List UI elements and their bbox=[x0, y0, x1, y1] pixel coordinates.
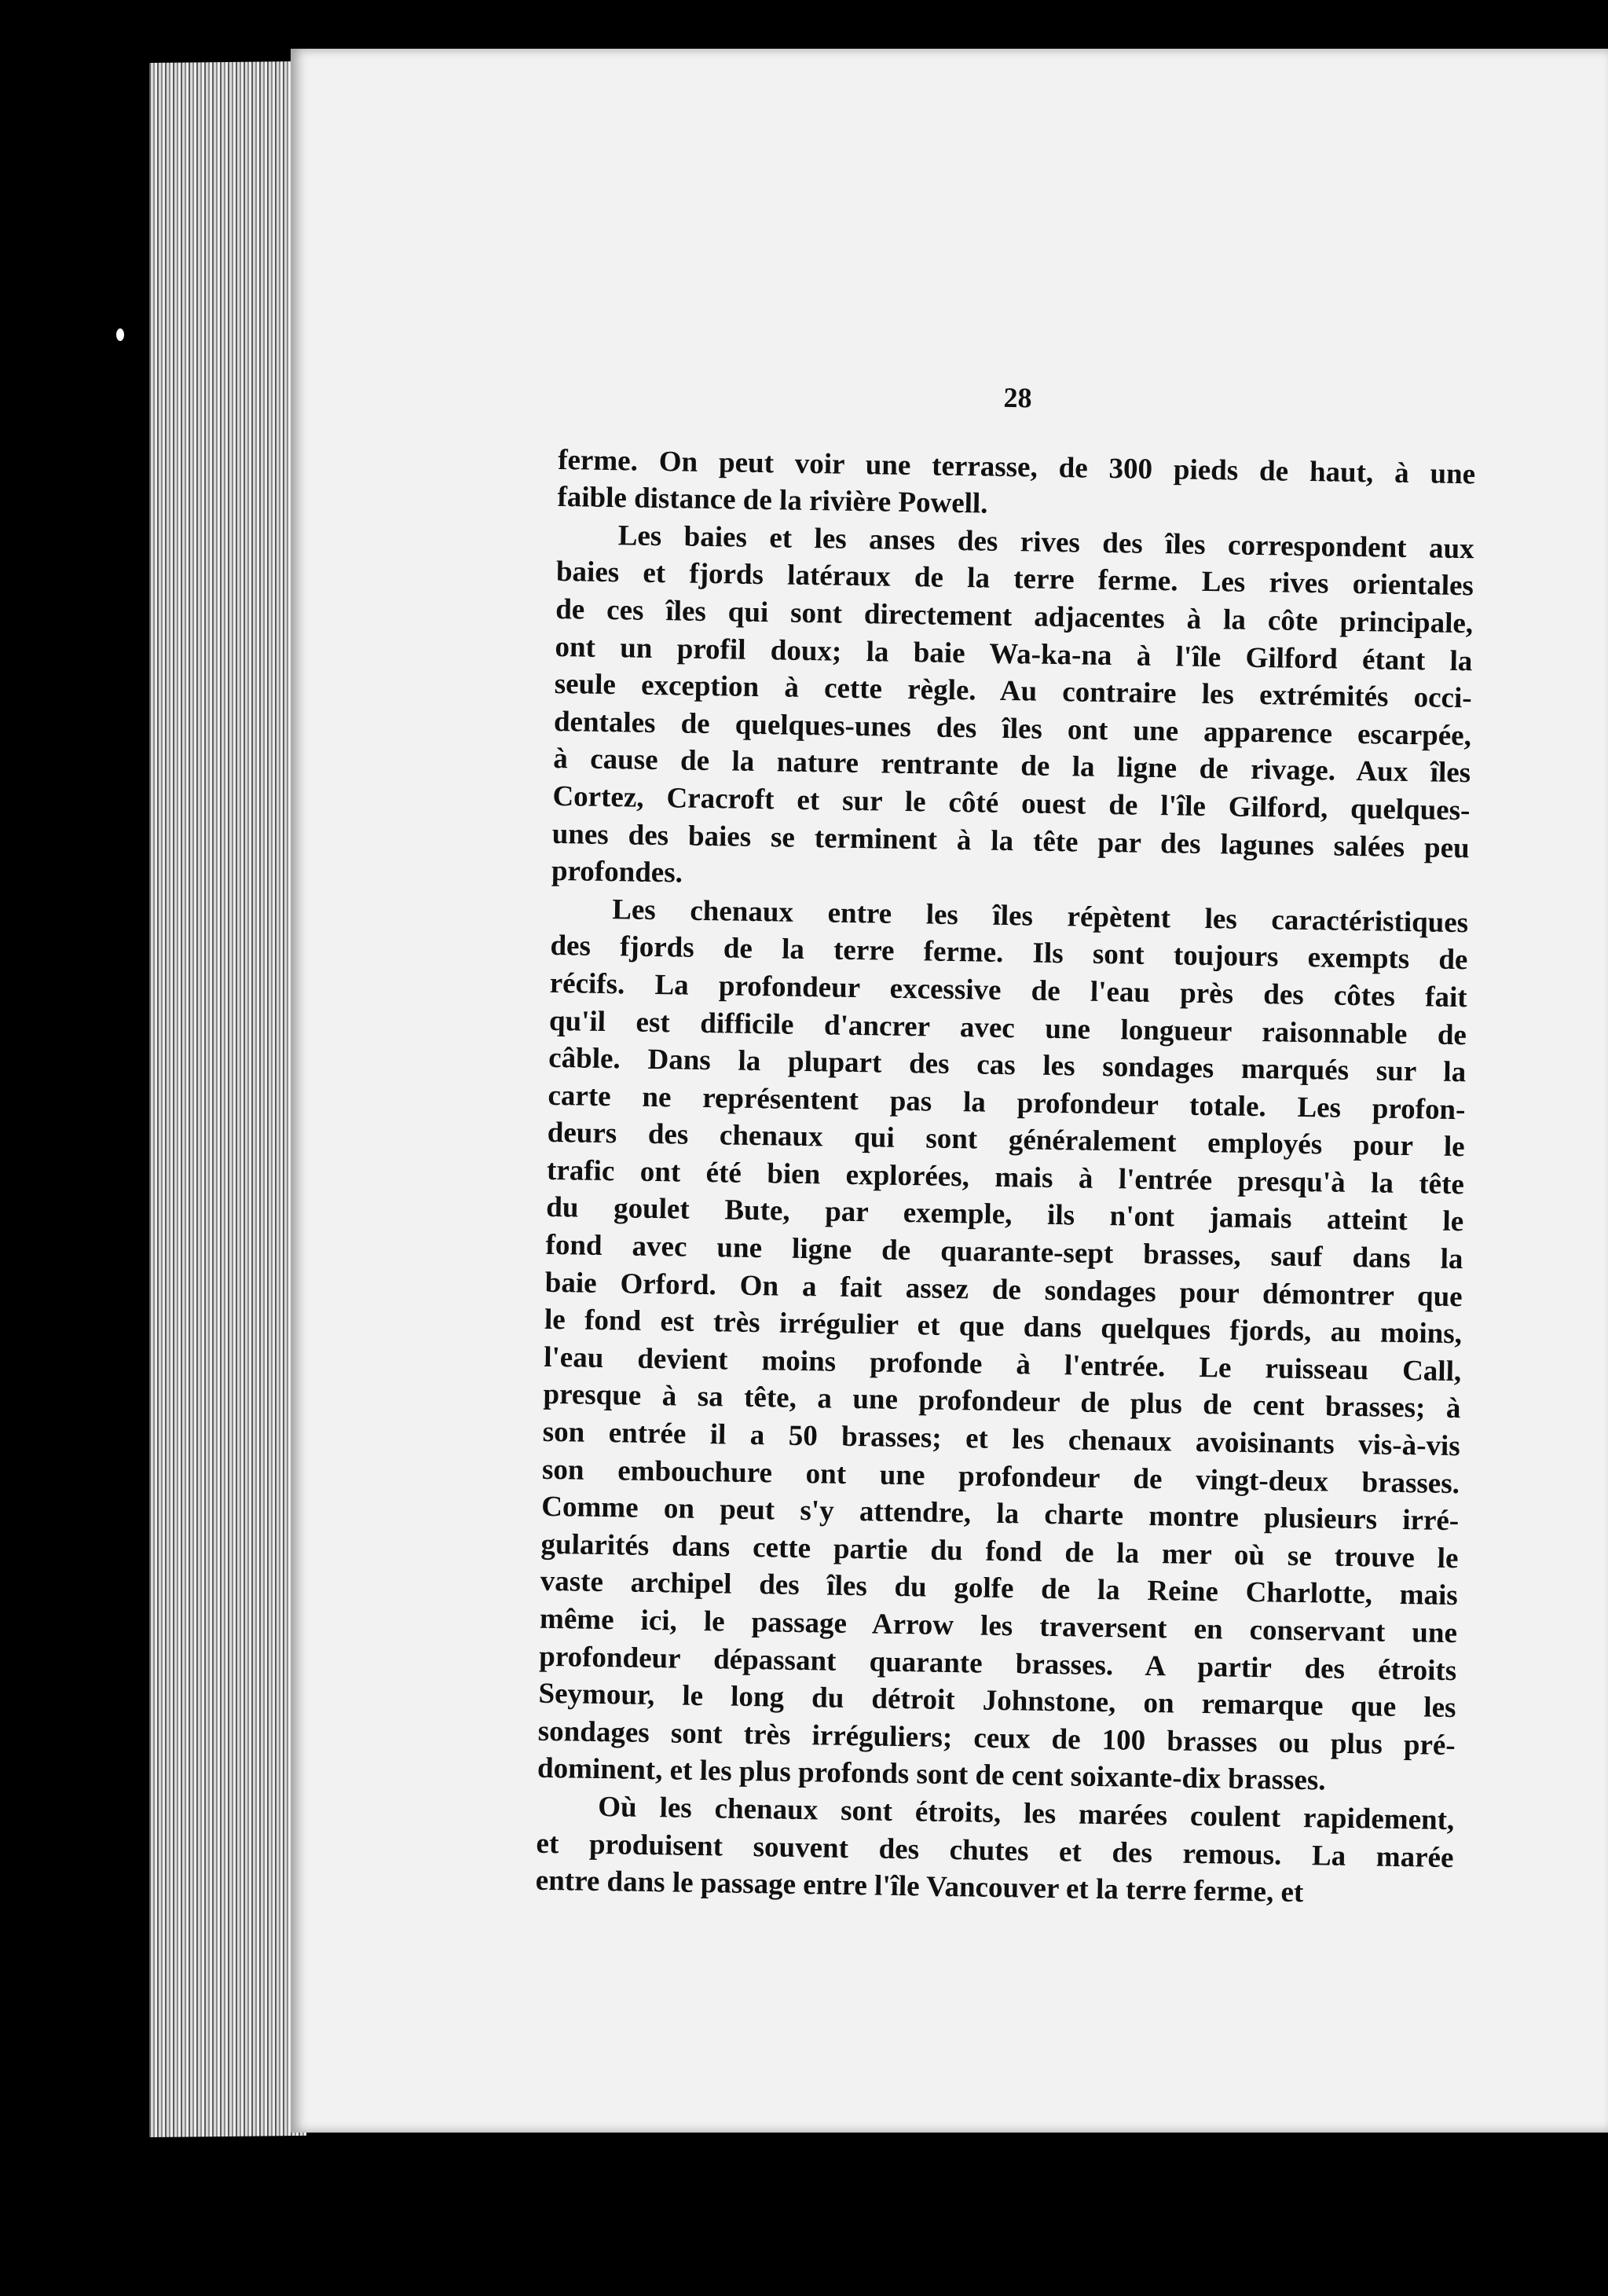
text-line: faible distance de la rivière Powell. bbox=[557, 481, 988, 520]
text-line: Cortez, Cracroft et sur le côté ouest de l'île Gilford, quelques- bbox=[552, 779, 1471, 827]
text-line: Les chenaux entre les îles répètent les caractéristiques bbox=[611, 893, 1469, 939]
text-line: seule exception à cette règle. Au contraire les extrémités occi- bbox=[554, 668, 1472, 715]
text-line: presque à sa tête, a une profondeur de plus de cent brasses; à bbox=[543, 1378, 1461, 1425]
paragraphs-container bbox=[535, 442, 1475, 1914]
text-line: fond avec une ligne de quarante-sept brasses, sauf dans la bbox=[545, 1228, 1463, 1276]
text-line: sondages sont très irréguliers; ceux de 100 brasses ou plus pré- bbox=[537, 1715, 1456, 1762]
text-line: unes des baies se terminent à la tête par des lagunes salées peu bbox=[551, 817, 1470, 864]
text-line: et produisent souvent des chutes et des remous. La marée bbox=[536, 1827, 1454, 1874]
text-line: à cause de la nature rentrante de la ligne de rivage. Aux îles bbox=[552, 743, 1471, 790]
text-line: récifs. La profondeur excessive de l'eau près des côtes fait bbox=[549, 966, 1467, 1014]
paragraph bbox=[551, 516, 1474, 904]
text-line: ferme. On peut voir une terrasse, de 300 pieds de haut, à une bbox=[557, 443, 1476, 490]
page-text-block bbox=[535, 372, 1476, 1914]
text-line: trafic ont été bien explorées, mais à l'entrée presqu'à la tête bbox=[546, 1154, 1465, 1201]
text-line: profondes. bbox=[551, 855, 683, 889]
paragraph bbox=[535, 1788, 1454, 1914]
text-line: le fond est très irrégulier et que dans quelques fjords, au moins, bbox=[544, 1304, 1463, 1351]
text-line: Où les chenaux sont étroits, les marées coulent rapidement, bbox=[598, 1790, 1455, 1837]
paragraph bbox=[537, 890, 1469, 1802]
text-line: deurs des chenaux qui sont généralement employés pour le bbox=[547, 1117, 1465, 1164]
text-line: des fjords de la terre ferme. Ils sont toujours exempts de bbox=[550, 930, 1468, 977]
text-line: carte ne représentent pas la profondeur totale. Les profon- bbox=[548, 1079, 1466, 1126]
text-line: câble. Dans la plupart des cas les sondages marqués sur la bbox=[548, 1041, 1467, 1089]
text-line: vaste archipel des îles du golfe de la Reine Charlotte, mais bbox=[540, 1565, 1459, 1612]
text-line: même ici, le passage Arrow les traversent en conservant une bbox=[539, 1602, 1458, 1650]
text-line: Comme on peut s'y attendre, la charte montre plusieurs irré- bbox=[541, 1491, 1460, 1538]
text-line: son entrée il a 50 brasses; et les chenaux avoisinants vis-à-vis bbox=[542, 1415, 1460, 1463]
text-line: dentales de quelques-unes des îles ont une apparence escarpée, bbox=[553, 705, 1472, 753]
dust-speck bbox=[116, 328, 124, 341]
text-line: son embouchure ont une profondeur de vingt-deux brasses. bbox=[541, 1453, 1460, 1500]
text-line: Les baies et les anses des rives des îles correspondent aux bbox=[617, 519, 1474, 566]
text-line: dominent, et les plus profonds sont de cent soixante-dix brasses. bbox=[537, 1752, 1326, 1797]
page-number: 28 bbox=[1003, 381, 1032, 414]
book-page-edges bbox=[149, 61, 306, 2137]
text-line: profondeur dépassant quarante brasses. A partir des étroits bbox=[539, 1640, 1457, 1687]
text-line: baies et fjords latéraux de la terre ferme. Les rives orientales bbox=[555, 556, 1474, 603]
text-line: baie Orford. On a fait assez de sondages pour démontrer que bbox=[544, 1266, 1463, 1313]
text-line: du goulet Bute, par exemple, ils n'ont jamais atteint le bbox=[545, 1191, 1464, 1238]
text-line: l'eau devient moins profonde à l'entrée. Le ruisseau Call, bbox=[543, 1341, 1462, 1388]
text-line: entre dans le passage entre l'île Vancouver et la terre ferme, et bbox=[535, 1864, 1304, 1909]
text-line: Seymour, le long du détroit Johnstone, on remarque que les bbox=[538, 1677, 1456, 1725]
text-line: ont un profil doux; la baie Wa-ka-na à l'île Gilford étant la bbox=[555, 630, 1473, 677]
text-line: gularités dans cette partie du fond de la mer où se trouve le bbox=[540, 1528, 1459, 1575]
paragraph bbox=[557, 442, 1475, 531]
text-line: qu'il est difficile d'ancrer avec une longueur raisonnable de bbox=[548, 1004, 1467, 1051]
text-line: de ces îles qui sont directement adjacentes à la côte principale, bbox=[555, 592, 1474, 640]
